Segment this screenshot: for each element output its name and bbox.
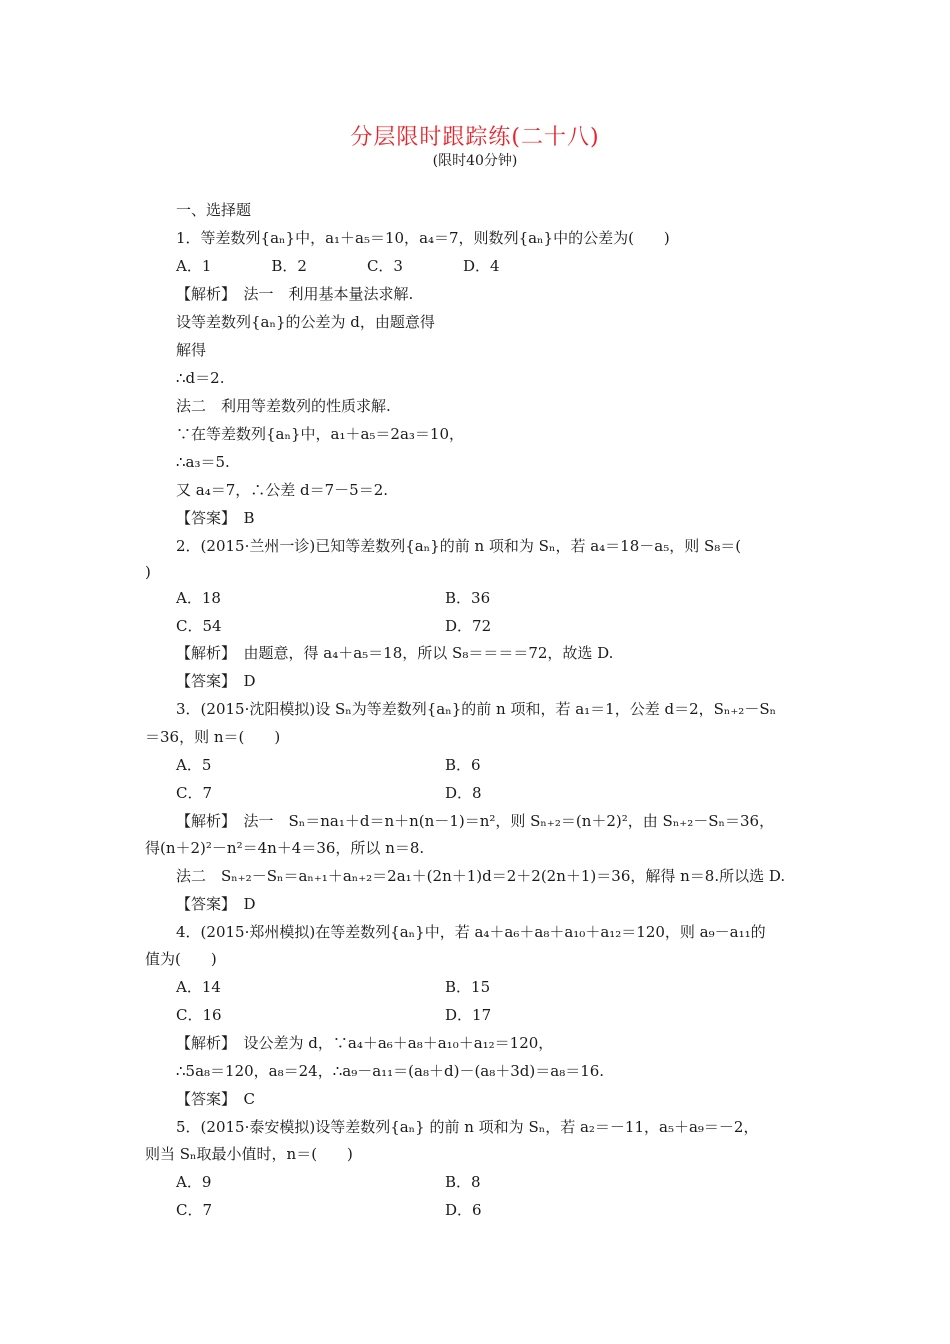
option-right: D．72 [445, 617, 492, 635]
text-line: 【答案】 C [176, 1090, 255, 1108]
text-line: A．9 [176, 1173, 212, 1191]
text-line: 【解析】 法一 利用基本量法求解. [176, 285, 414, 303]
text-line: A．1 B．2 C．3 D．4 [176, 257, 500, 275]
text-line: 【答案】 D [176, 672, 256, 690]
text-line: A．14 [176, 978, 221, 996]
page-title: 分层限时跟踪练(二十八) [350, 125, 600, 150]
text-line: 则当 Sₙ取最小值时，n＝( ) [145, 1145, 353, 1163]
text-line: 【答案】 B [176, 509, 255, 527]
option-right: B．36 [445, 589, 491, 607]
text-line: ) [145, 563, 151, 581]
text-line: 值为( ) [145, 950, 217, 968]
text-line: A．18 [176, 589, 221, 607]
text-line: ∴5a₈＝120，a₈＝24，∴a₉－a₁₁＝(a₈＋d)－(a₈＋3d)＝a₈＝16. [176, 1062, 605, 1080]
text-line: 4．(2015·郑州模拟)在等差数列{aₙ}中，若 a₄＋a₆＋a₈＋a₁₀＋a₁₂＝120，则 a₉－a₁₁的 [176, 923, 766, 941]
option-right: D．8 [445, 784, 482, 802]
text-line: C．54 [176, 617, 222, 635]
text-line: 1．等差数列{aₙ}中，a₁＋a₅＝10，a₄＝7，则数列{aₙ}中的公差为( ) [176, 229, 670, 247]
text-line: 【解析】 由题意，得 a₄＋a₅＝18，所以 S₈＝＝＝＝72，故选 D. [176, 644, 614, 662]
option-right: D．6 [445, 1201, 482, 1219]
text-line: 【解析】 设公差为 d，∵a₄＋a₆＋a₈＋a₁₀＋a₁₂＝120， [176, 1034, 554, 1052]
text-line: ∴a₃＝5. [176, 453, 230, 471]
option-right: B．6 [445, 756, 481, 774]
option-right: B．8 [445, 1173, 481, 1191]
text-line: 2．(2015·兰州一诊)已知等差数列{aₙ}的前 n 项和为 Sₙ，若 a₄＝18－a₅，则 S₈＝( [176, 537, 742, 555]
text-line: 法二 利用等差数列的性质求解. [176, 397, 391, 415]
text-line: 设等差数列{aₙ}的公差为 d，由题意得 [176, 313, 435, 331]
text-line: 3．(2015·沈阳模拟)设 Sₙ为等差数列{aₙ}的前 n 项和，若 a₁＝1，公差 d＝2，Sₙ₊₂－Sₙ [176, 700, 777, 718]
text-line: 法二 Sₙ₊₂－Sₙ＝aₙ₊₁＋aₙ₊₂＝2a₁＋(2n＋1)d＝2＋2(2n＋1)＝36，解得 n＝8.所以选 D. [176, 867, 786, 885]
text-line: 5．(2015·泰安模拟)设等差数列{aₙ} 的前 n 项和为 Sₙ，若 a₂＝－11，a₅＋a₉＝－2， [176, 1118, 759, 1136]
text-line: ∴d＝2. [176, 369, 225, 387]
text-line: A．5 [176, 756, 212, 774]
text-line: 又 a₄＝7，∴公差 d＝7－5＝2. [176, 481, 389, 499]
text-line: C．7 [176, 1201, 213, 1219]
text-line: 【解析】 法一 Sₙ＝na₁＋d＝n＋n(n－1)＝n²，则 Sₙ₊₂＝(n＋2)²，由 Sₙ₊₂－Sₙ＝36， [176, 812, 775, 830]
text-line: ＝36，则 n＝( ) [145, 728, 281, 746]
text-line: 【答案】 D [176, 895, 256, 913]
option-right: D．17 [445, 1006, 492, 1024]
time-limit-subtitle: (限时40分钟) [432, 153, 518, 169]
text-line: 一、选择题 [176, 201, 252, 219]
text-line: C．7 [176, 784, 213, 802]
option-right: B．15 [445, 978, 491, 996]
text-line: C．16 [176, 1006, 222, 1024]
text-line: 得(n＋2)²－n²＝4n＋4＝36，所以 n＝8. [145, 839, 425, 857]
text-line: 解得 [176, 341, 207, 359]
text-line: ∵在等差数列{aₙ}中，a₁＋a₅＝2a₃＝10， [176, 425, 465, 443]
